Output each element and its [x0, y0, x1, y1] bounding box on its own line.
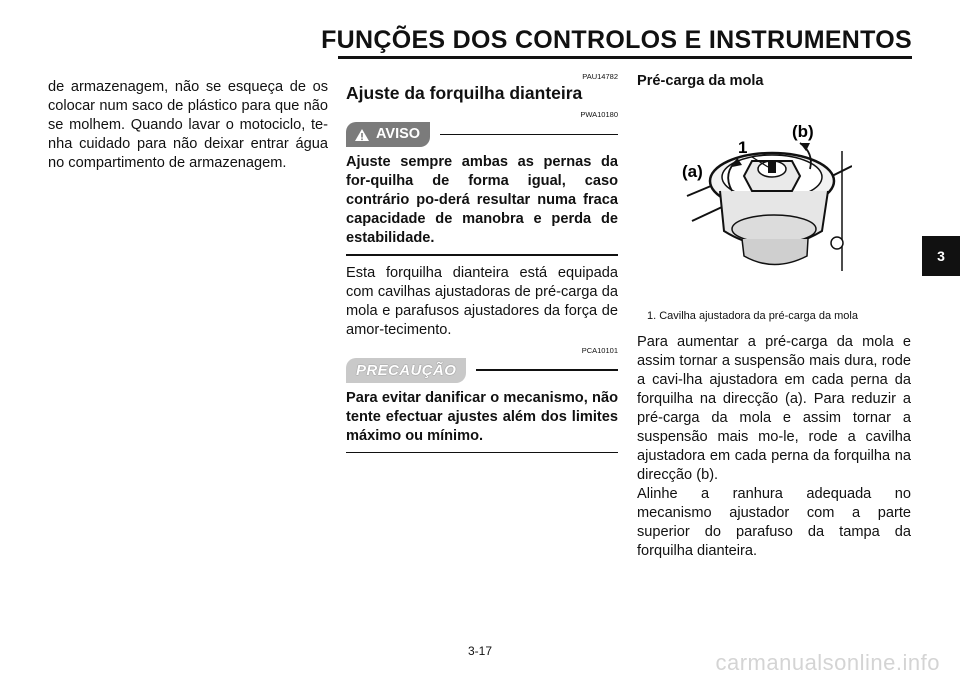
aviso-label: AVISO: [376, 126, 421, 142]
continuation-paragraph: de armazenagem, não se esqueça de os colocar num saco de plástico para que não se molhem. Quando lavar o motociclo, te-nha cuidado para não deixar entrar água no compartimento de armazenagem.: [48, 79, 328, 171]
page-number: 3-17: [467, 644, 493, 658]
aviso-text: Ajuste sempre ambas as pernas da for-quilha de forma igual, caso contrário po-derá resultar numa fraca capacidade de manobra e perda de estabilidade.: [346, 154, 618, 246]
aviso-badge: [346, 122, 430, 147]
aviso-end-rule: [346, 254, 618, 256]
figure-label-a: (a): [682, 162, 703, 181]
figure-caption: 1. Cavilha ajustadora da pré-carga da mola: [647, 310, 858, 322]
page-header-title: FUNÇÕES DOS CONTROLOS E INSTRUMENTOS: [321, 26, 912, 54]
section-code: PAU14782: [582, 72, 618, 81]
column-right: [637, 72, 911, 561]
fork-description: Esta forquilha dianteira está equipada com cavilhas ajustadoras de pré-carga da mola e parafusos ajustadores da força de amor-tecimento.: [346, 264, 618, 338]
aviso-rule: [440, 134, 618, 136]
header-rule: [338, 56, 912, 59]
warning-triangle-icon: [354, 128, 370, 142]
subsection-title: Pré-carga da mola: [637, 73, 764, 89]
section-title: Ajuste da forquilha dianteira: [346, 83, 583, 103]
warning-code: PWA10180: [580, 110, 618, 119]
precaucao-text: Para evitar danificar o mecanismo, não tente efectuar ajustes além dos limites máximo ou mínimo.: [346, 389, 618, 444]
precaucao-end-rule: [346, 452, 618, 454]
caution-code: PCA10101: [581, 345, 618, 355]
fork-preload-figure: [682, 121, 852, 289]
column-middle: [346, 72, 618, 461]
alignment-instructions: Alinhe a ranhura adequada no mecanismo ajustador com a parte superior do parafuso da tampa da forquilha dianteira.: [637, 486, 911, 559]
precaucao-header: [346, 358, 618, 383]
preload-instructions: Para aumentar a pré-carga da mola e assim tornar a suspensão mais dura, rode a cavi-lha ajustadora em cada perna da forquilha na direcção (a). Para reduzir a pré-carga da mola e assim tornar a suspensão mais mo-le, rode a cavilha ajustadora em cada perna da forquilha na direcção (b).: [637, 334, 911, 483]
watermark: carmanualsonline.info: [715, 650, 940, 675]
figure-label-1: 1: [738, 138, 748, 157]
chapter-tab: 3: [922, 236, 960, 276]
figure-label-b: (b): [792, 122, 814, 141]
precaucao-rule: [476, 369, 618, 371]
aviso-header: [346, 122, 618, 147]
precaucao-badge: PRECAUÇÃO: [346, 358, 466, 383]
column-left: [48, 78, 328, 173]
